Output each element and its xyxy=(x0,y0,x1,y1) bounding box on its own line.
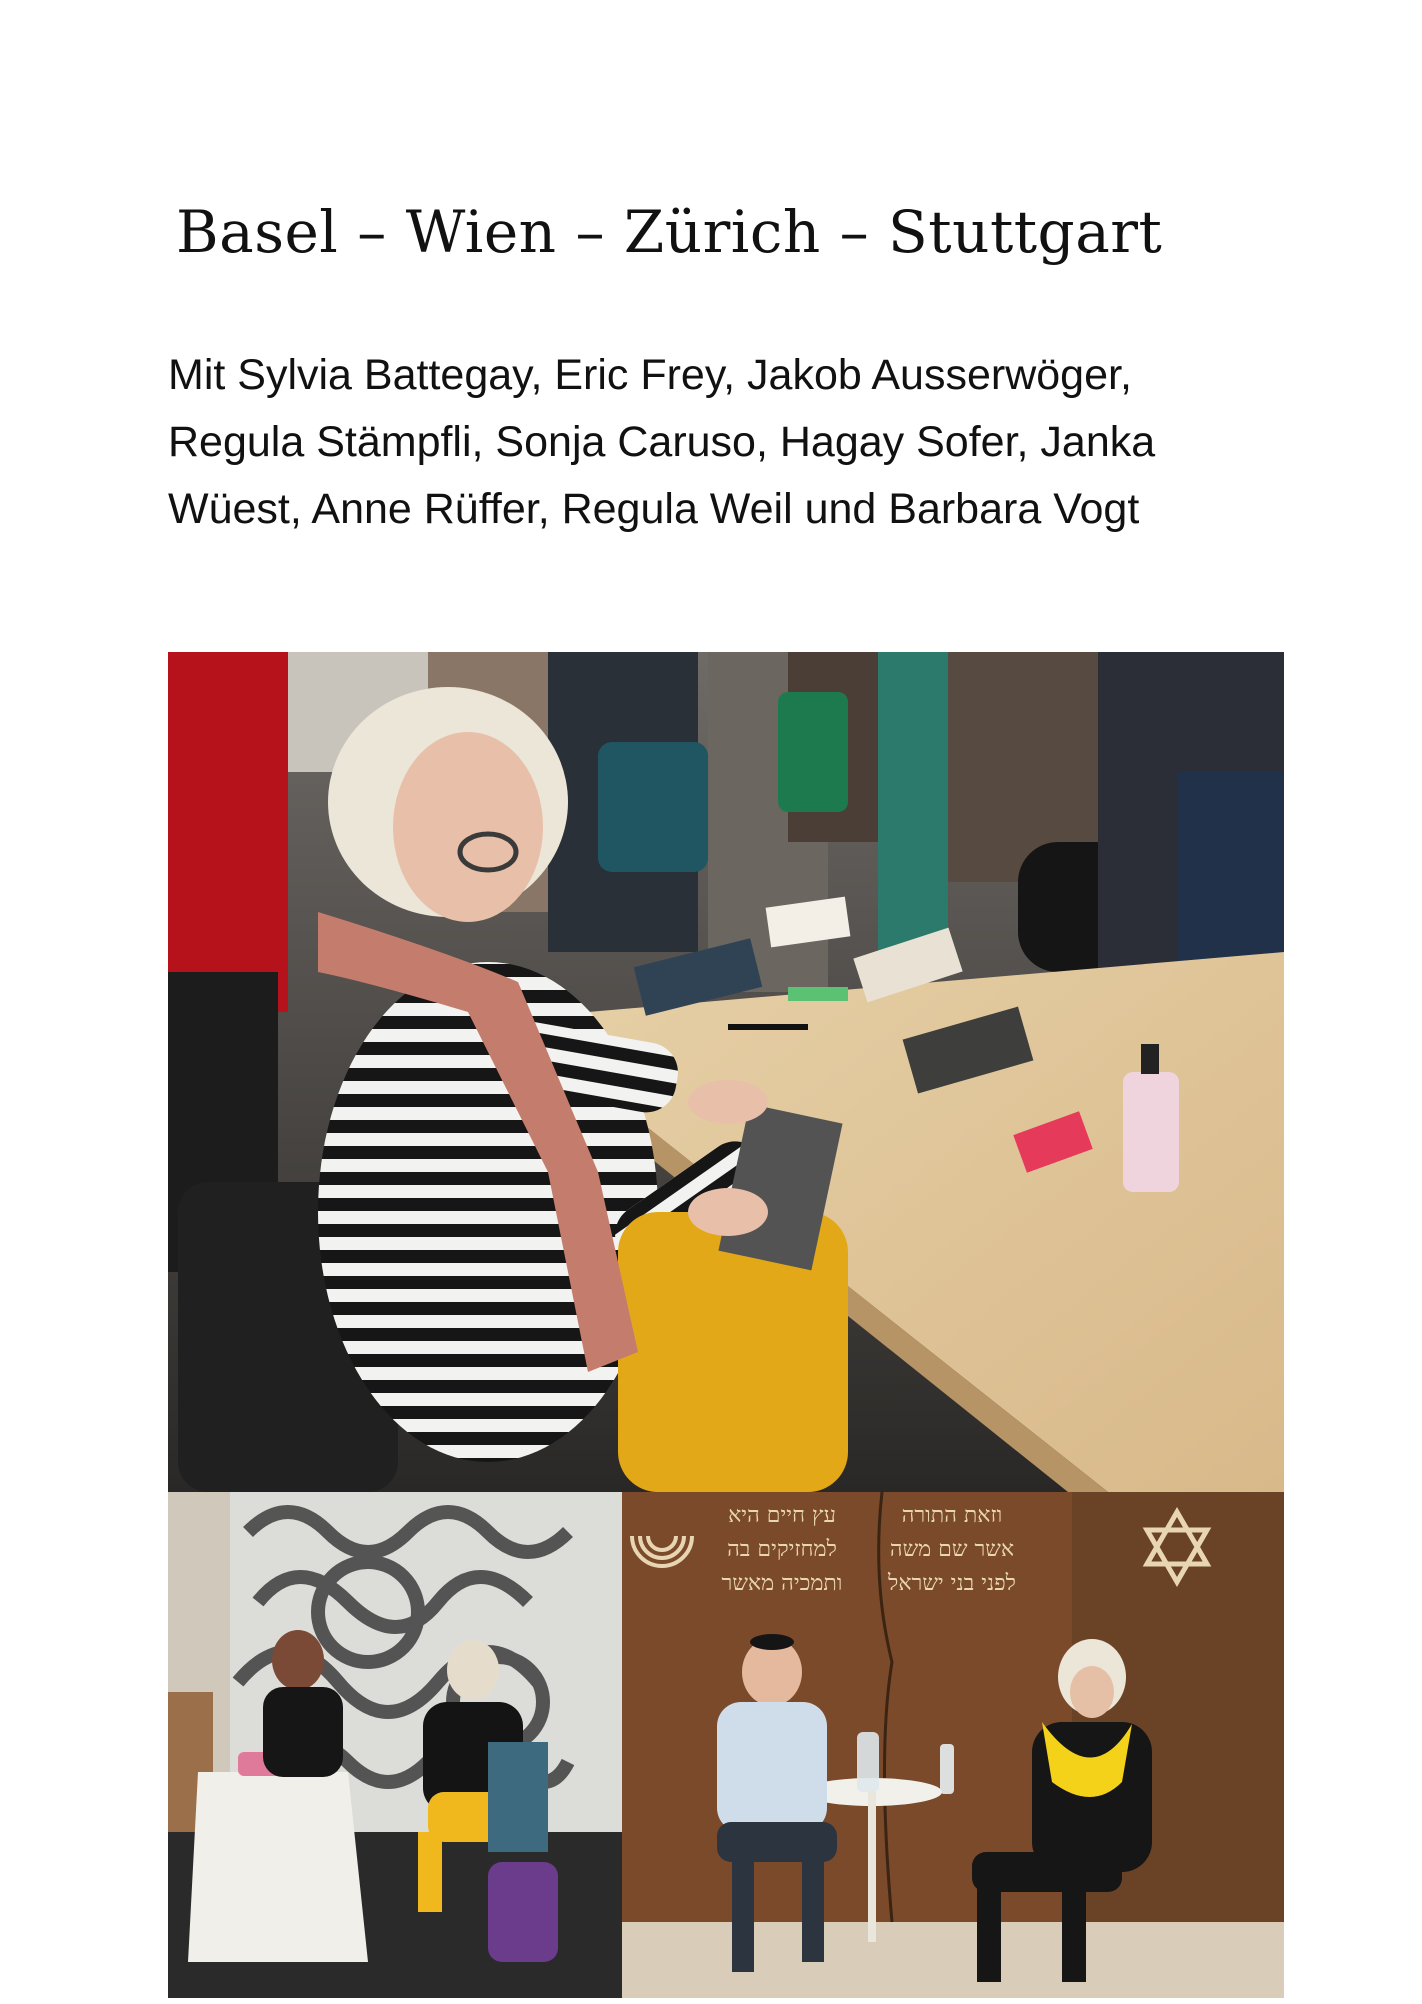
participants-line: Wüest, Anne Rüffer, Regula Weil und Barbara Vogt xyxy=(168,485,1140,533)
book-signing-photo xyxy=(168,652,1284,1492)
participants-line: Regula Stämpfli, Sonja Caruso, Hagay Sofer, Janka xyxy=(168,418,1156,466)
hebrew-inscription-right-2: אשר שם משה xyxy=(889,1537,1015,1562)
participants-line: Mit Sylvia Battegay, Eric Frey, Jakob Ausserwöger, xyxy=(168,351,1132,399)
hebrew-inscription-right-3: לפני בני ישראל xyxy=(888,1571,1016,1596)
hebrew-inscription-left-3: ותמכיה מאשר xyxy=(721,1571,843,1596)
reading-event-photo xyxy=(168,1492,622,1998)
hebrew-inscription-left-2: למחזיקים בה xyxy=(727,1537,837,1562)
hebrew-inscription-right-1: וזאת התורה xyxy=(901,1503,1003,1528)
participants-text xyxy=(168,342,1288,543)
hebrew-inscription-left-1: עץ חיים היא xyxy=(728,1503,836,1528)
synagogue-talk-photo xyxy=(622,1492,1284,1998)
page-title: Basel – Wien – Zürich – Stuttgart xyxy=(176,198,1163,266)
